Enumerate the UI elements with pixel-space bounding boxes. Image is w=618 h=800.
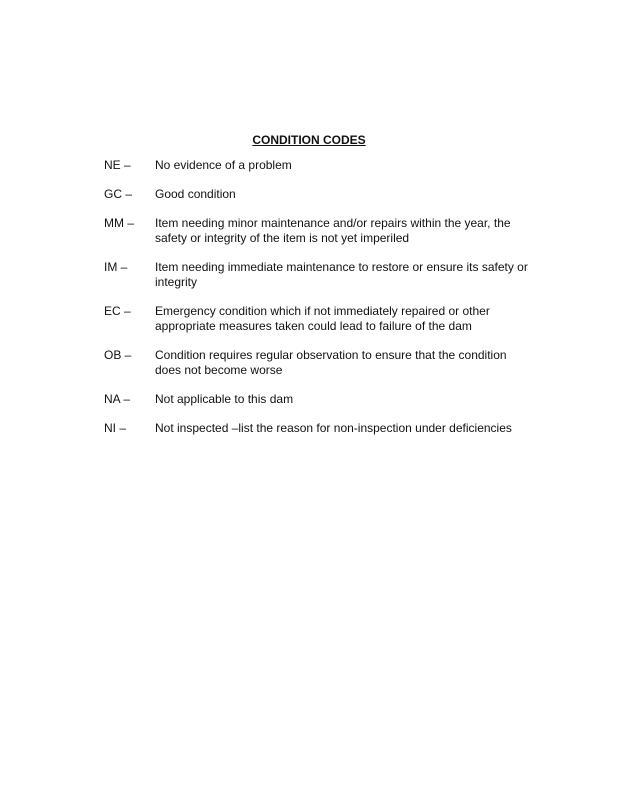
code-description: Not applicable to this dam <box>155 392 294 406</box>
condition-code-list <box>104 158 534 436</box>
page-title-text: CONDITION CODES <box>252 133 366 147</box>
code-description: Condition requires regular observation to ensure that the condition does not become worse <box>155 348 507 377</box>
code-description: Not inspected –list the reason for non-inspection under deficiencies <box>155 421 512 435</box>
code-description: Item needing immediate maintenance to restore or ensure its safety or integrity <box>155 260 528 289</box>
page-title <box>0 115 618 152</box>
code-abbreviation: NA – <box>104 392 131 406</box>
code-description: Item needing minor maintenance and/or repairs within the year, the safety or integrity of the item is not yet imperiled <box>155 216 511 245</box>
code-abbreviation: NI – <box>104 421 127 435</box>
code-description: Good condition <box>155 187 236 201</box>
code-abbreviation: EC – <box>104 304 131 318</box>
condition-code-mm <box>104 216 534 246</box>
condition-code-im <box>104 260 534 290</box>
code-description: No evidence of a problem <box>155 158 292 172</box>
condition-code-ob <box>104 348 534 378</box>
code-abbreviation: MM – <box>104 216 134 230</box>
condition-code-ni <box>104 421 534 436</box>
code-description: Emergency condition which if not immediately repaired or other appropriate measures taken could lead to failure of the dam <box>155 304 490 333</box>
condition-code-na <box>104 392 534 407</box>
condition-code-ne <box>104 158 534 173</box>
code-abbreviation: IM – <box>104 260 128 274</box>
code-abbreviation: GC – <box>104 187 133 201</box>
condition-code-gc <box>104 187 534 202</box>
condition-code-ec <box>104 304 534 334</box>
code-abbreviation: NE – <box>104 158 131 172</box>
code-abbreviation: OB – <box>104 348 132 362</box>
